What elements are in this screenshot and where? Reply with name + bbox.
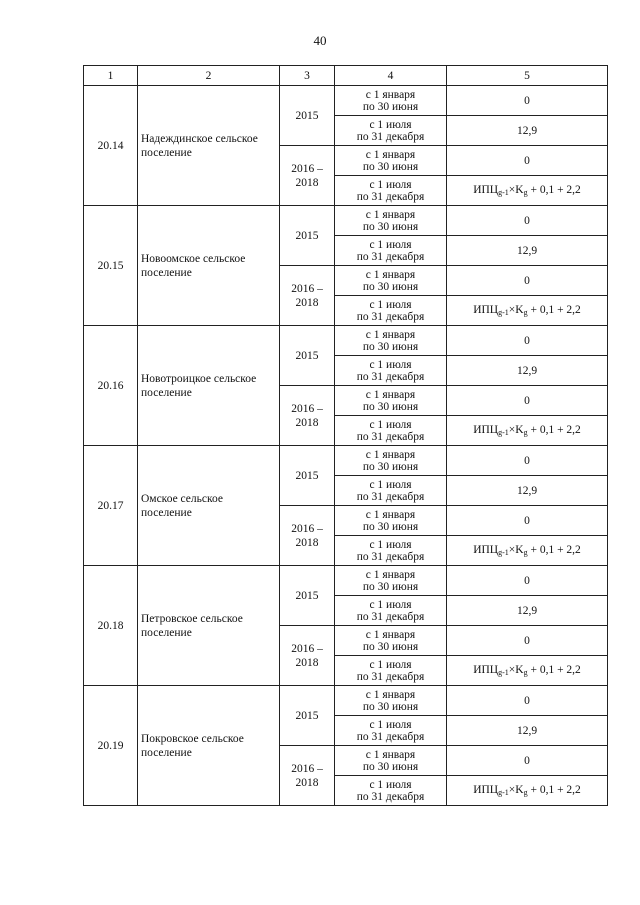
period-line: с 1 января (365, 508, 416, 521)
page-number: 40 (313, 33, 327, 48)
value-cell: 12,9 (447, 236, 608, 266)
year-cell (280, 506, 335, 566)
period-line: по 30 июня (362, 220, 419, 233)
formula-part: ×K (508, 184, 524, 196)
value-cell (447, 296, 608, 326)
value-cell (447, 776, 608, 806)
formula-part: ×K (508, 304, 524, 316)
year-cell: 2015 (280, 686, 335, 746)
period-line: с 1 июля (369, 478, 412, 491)
settlement-name-line: Петровское сельское (141, 612, 243, 625)
period-line: по 31 декабря (356, 130, 425, 143)
period-line: с 1 июля (369, 418, 412, 431)
header-col-5: 5 (447, 66, 608, 86)
table-row (84, 206, 608, 236)
period-line: по 31 декабря (356, 310, 425, 323)
period-line: с 1 января (365, 208, 416, 221)
formula-part: ИПЦ (473, 424, 499, 436)
period-line: с 1 июля (369, 778, 412, 791)
tariff-formula (473, 664, 581, 676)
period-cell (335, 566, 447, 596)
value-cell: 12,9 (447, 476, 608, 506)
year-line: 2018 (295, 176, 319, 189)
settlement-name-line: поселение (141, 146, 192, 159)
settlement-name (138, 686, 280, 806)
formula-part: g (523, 308, 528, 317)
formula-part: ИПЦ (473, 184, 499, 196)
period-line: по 31 декабря (356, 190, 425, 203)
period-cell (335, 86, 447, 116)
period-cell (335, 476, 447, 506)
year-cell: 2015 (280, 86, 335, 146)
year-line: 2018 (295, 416, 319, 429)
value-cell: 0 (447, 266, 608, 296)
settlement-name (138, 206, 280, 326)
formula-part: ИПЦ (473, 304, 499, 316)
period-cell (335, 356, 447, 386)
formula-part: + 0,1 + 2,2 (527, 184, 581, 196)
tariff-formula (473, 304, 581, 316)
table-row (84, 326, 608, 356)
table-row (84, 86, 608, 116)
settlement-name (138, 566, 280, 686)
year-line: 2018 (295, 536, 319, 549)
period-cell (335, 326, 447, 356)
year-line: 2016 – (291, 402, 323, 415)
header-col-4: 4 (335, 66, 447, 86)
value-cell: 12,9 (447, 716, 608, 746)
settlement-name-line: Надеждинское сельское (141, 132, 258, 145)
period-line: с 1 января (365, 328, 416, 341)
table-row (84, 686, 608, 716)
year-cell (280, 146, 335, 206)
year-line: 2018 (295, 656, 319, 669)
period-line: по 30 июня (362, 640, 419, 653)
value-cell: 0 (447, 626, 608, 656)
period-line: по 30 июня (362, 400, 419, 413)
settlement-name-line: поселение (141, 746, 192, 759)
period-line: по 31 декабря (356, 610, 425, 623)
formula-part: ×K (508, 664, 524, 676)
period-cell (335, 626, 447, 656)
formula-part: g (523, 428, 528, 437)
period-line: по 31 декабря (356, 370, 425, 383)
formula-part: g-1 (498, 308, 509, 317)
table-row (84, 566, 608, 596)
value-cell (447, 536, 608, 566)
table-row (84, 446, 608, 476)
settlement-name-line: Новоомское сельское (141, 252, 246, 265)
period-line: с 1 июля (369, 658, 412, 671)
period-line: по 30 июня (362, 460, 419, 473)
year-cell: 2015 (280, 326, 335, 386)
period-line: по 31 декабря (356, 250, 425, 263)
period-cell (335, 296, 447, 326)
value-cell: 0 (447, 206, 608, 236)
settlement-name-line: поселение (141, 386, 192, 399)
formula-part: g-1 (498, 188, 509, 197)
formula-part: g (523, 788, 528, 797)
period-cell (335, 416, 447, 446)
settlement-name-line: Покровское сельское (141, 732, 244, 745)
year-line: 2018 (295, 776, 319, 789)
period-line: по 30 июня (362, 100, 419, 113)
period-line: по 31 декабря (356, 730, 425, 743)
period-line: с 1 января (365, 448, 416, 461)
period-line: по 30 июня (362, 160, 419, 173)
settlement-name-line: поселение (141, 506, 192, 519)
period-line: с 1 июля (369, 598, 412, 611)
formula-part: + 0,1 + 2,2 (527, 304, 581, 316)
period-cell (335, 776, 447, 806)
year-line: 2016 – (291, 522, 323, 535)
period-line: с 1 января (365, 568, 416, 581)
value-cell: 0 (447, 86, 608, 116)
settlement-code: 20.16 (84, 326, 138, 446)
formula-part: g-1 (498, 548, 509, 557)
value-cell: 0 (447, 746, 608, 776)
settlement-name (138, 86, 280, 206)
formula-part: g (523, 668, 528, 677)
value-cell: 0 (447, 506, 608, 536)
period-cell (335, 596, 447, 626)
period-cell (335, 116, 447, 146)
settlement-name (138, 326, 280, 446)
year-line: 2016 – (291, 162, 323, 175)
value-cell (447, 656, 608, 686)
period-cell (335, 146, 447, 176)
period-line: по 30 июня (362, 280, 419, 293)
settlement-code: 20.18 (84, 566, 138, 686)
period-cell (335, 176, 447, 206)
value-cell: 12,9 (447, 116, 608, 146)
year-cell (280, 386, 335, 446)
value-cell (447, 176, 608, 206)
period-line: по 31 декабря (356, 490, 425, 503)
period-line: с 1 января (365, 148, 416, 161)
year-cell (280, 626, 335, 686)
formula-part: g (523, 548, 528, 557)
period-line: с 1 января (365, 388, 416, 401)
year-cell: 2015 (280, 566, 335, 626)
formula-part: + 0,1 + 2,2 (527, 424, 581, 436)
settlement-code: 20.19 (84, 686, 138, 806)
value-cell (447, 416, 608, 446)
period-cell (335, 446, 447, 476)
value-cell: 0 (447, 146, 608, 176)
period-line: с 1 января (365, 268, 416, 281)
period-line: по 30 июня (362, 520, 419, 533)
period-line: с 1 января (365, 628, 416, 641)
period-line: с 1 июля (369, 238, 412, 251)
formula-part: g (523, 188, 528, 197)
period-cell (335, 506, 447, 536)
period-cell (335, 206, 447, 236)
period-line: с 1 июля (369, 118, 412, 131)
settlement-code: 20.15 (84, 206, 138, 326)
value-cell: 0 (447, 446, 608, 476)
value-cell: 0 (447, 566, 608, 596)
formula-part: ИПЦ (473, 664, 499, 676)
settlement-name-line: поселение (141, 626, 192, 639)
tariff-formula (473, 784, 581, 796)
value-cell: 0 (447, 326, 608, 356)
period-line: по 30 июня (362, 340, 419, 353)
settlement-name-line: поселение (141, 266, 192, 279)
settlement-name-line: Омское сельское (141, 492, 223, 505)
formula-part: + 0,1 + 2,2 (527, 664, 581, 676)
period-line: по 30 июня (362, 580, 419, 593)
header-col-3: 3 (280, 66, 335, 86)
period-line: по 30 июня (362, 700, 419, 713)
period-line: с 1 января (365, 748, 416, 761)
period-line: по 31 декабря (356, 670, 425, 683)
period-line: по 31 декабря (356, 550, 425, 563)
header-col-2: 2 (138, 66, 280, 86)
tariff-formula (473, 184, 581, 196)
period-cell (335, 656, 447, 686)
period-line: с 1 января (365, 88, 416, 101)
year-cell (280, 746, 335, 806)
formula-part: ИПЦ (473, 544, 499, 556)
formula-part: ×K (508, 544, 524, 556)
formula-part: g-1 (498, 788, 509, 797)
period-line: с 1 января (365, 688, 416, 701)
header-col-1: 1 (84, 66, 138, 86)
year-cell: 2015 (280, 446, 335, 506)
year-line: 2016 – (291, 762, 323, 775)
settlement-code: 20.14 (84, 86, 138, 206)
period-cell (335, 716, 447, 746)
year-cell (280, 266, 335, 326)
formula-part: ИПЦ (473, 784, 499, 796)
period-cell (335, 686, 447, 716)
period-line: с 1 июля (369, 298, 412, 311)
header-row (84, 66, 608, 86)
period-line: по 31 декабря (356, 790, 425, 803)
period-line: с 1 июля (369, 358, 412, 371)
settlement-name-line: Новотроицкое сельское (141, 372, 257, 385)
year-line: 2018 (295, 296, 319, 309)
formula-part: g-1 (498, 668, 509, 677)
period-cell (335, 746, 447, 776)
value-cell: 12,9 (447, 596, 608, 626)
value-cell: 0 (447, 386, 608, 416)
tariff-formula (473, 424, 581, 436)
period-cell (335, 386, 447, 416)
period-line: по 31 декабря (356, 430, 425, 443)
settlement-name (138, 446, 280, 566)
value-cell: 0 (447, 686, 608, 716)
period-line: с 1 июля (369, 538, 412, 551)
formula-part: + 0,1 + 2,2 (527, 784, 581, 796)
formula-part: + 0,1 + 2,2 (527, 544, 581, 556)
year-line: 2016 – (291, 282, 323, 295)
period-cell (335, 236, 447, 266)
tariff-table (83, 65, 608, 806)
value-cell: 12,9 (447, 356, 608, 386)
tariff-formula (473, 544, 581, 556)
formula-part: ×K (508, 424, 524, 436)
period-cell (335, 266, 447, 296)
period-line: с 1 июля (369, 178, 412, 191)
period-line: с 1 июля (369, 718, 412, 731)
period-cell (335, 536, 447, 566)
formula-part: ×K (508, 784, 524, 796)
year-cell: 2015 (280, 206, 335, 266)
settlement-code: 20.17 (84, 446, 138, 566)
year-line: 2016 – (291, 642, 323, 655)
formula-part: g-1 (498, 428, 509, 437)
period-line: по 30 июня (362, 760, 419, 773)
